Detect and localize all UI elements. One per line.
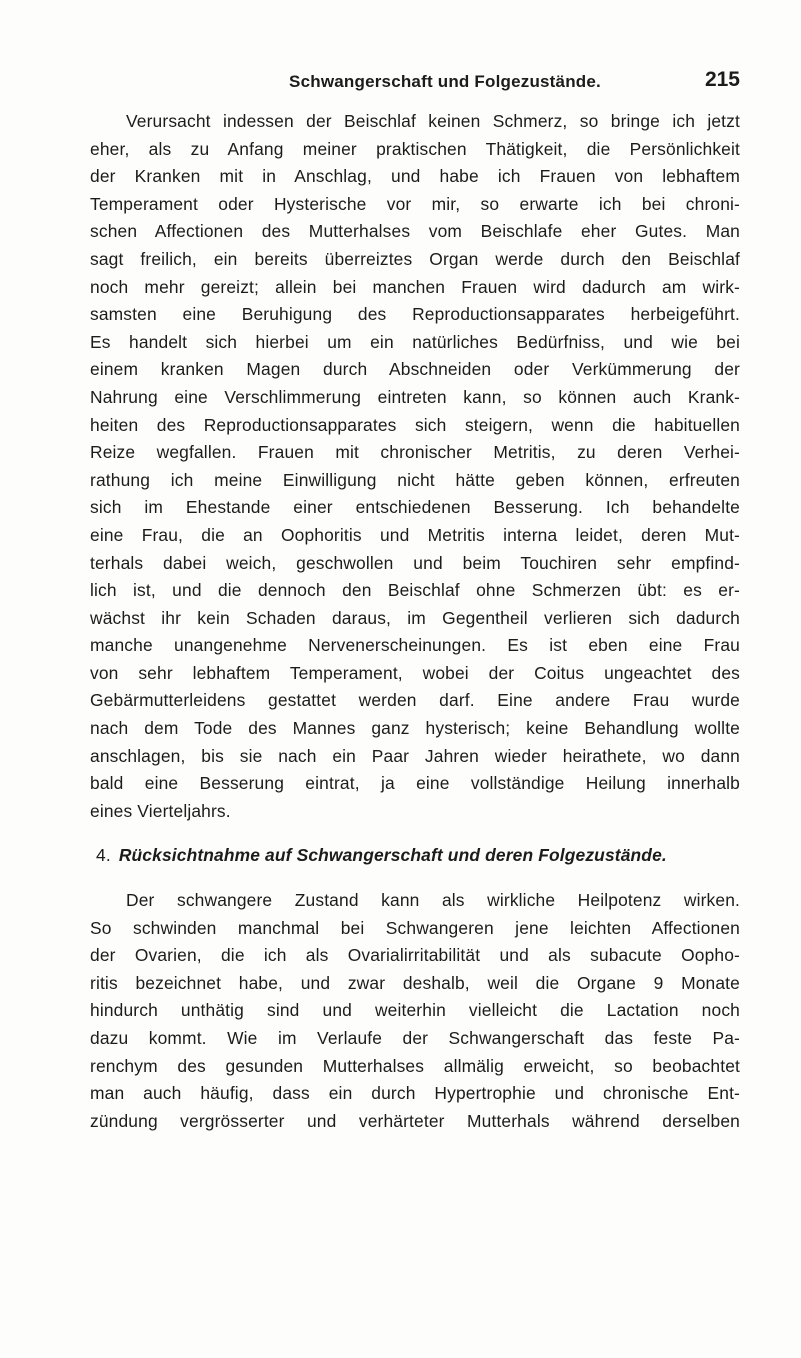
text-line: sich im Ehestande einer entschiedenen Besserung. Ich behandelte <box>90 497 740 518</box>
text-line: Nahrung eine Verschlimmerung eintreten kann, so können auch Krank- <box>90 386 740 407</box>
text-line: terhals dabei weich, geschwollen und beim Touchiren sehr empfind- <box>90 552 740 573</box>
section-heading <box>90 842 740 870</box>
text-line: Gebärmutterleidens gestattet werden darf. Eine andere Frau wurde <box>90 690 740 711</box>
text-line: man auch häufig, dass ein durch Hypertrophie und chronische Ent- <box>90 1083 740 1104</box>
text-line: Verursacht indessen der Beischlaf keinen Schmerz, so bringe ich jetzt <box>126 111 740 131</box>
page-number: 215 <box>704 68 740 91</box>
text-line: rathung ich meine Einwilligung nicht hätte geben können, erfreuten <box>90 469 740 490</box>
body-text <box>90 108 740 1135</box>
text-line: samsten eine Beruhigung des Reproductionsapparates herbeigeführt. <box>90 304 740 325</box>
text-line: Der schwangere Zustand kann als wirkliche Heilpotenz wirken. <box>126 890 740 911</box>
text-line: lich ist, und die dennoch den Beischlaf ohne Schmerzen übt: es er- <box>90 580 740 601</box>
text-line: zündung vergrösserter und verhärteter Mutterhals während derselben <box>90 1110 740 1131</box>
text-line: So schwinden manchmal bei Schwangeren jene leichten Affectionen <box>90 917 740 938</box>
section-number: 4. <box>96 845 111 866</box>
text-line: wächst ihr kein Schaden daraus, im Gegentheil verlieren sich dadurch <box>90 607 740 628</box>
text-line: der Kranken mit in Anschlag, und habe ich Frauen von lebhaftem <box>90 166 740 187</box>
text-line: dazu kommt. Wie im Verlaufe der Schwangerschaft das feste Pa- <box>90 1028 740 1048</box>
text-line: von sehr lebhaftem Temperament, wobei der Coitus ungeachtet des <box>90 662 740 683</box>
text-line: eher, als zu Anfang meiner praktischen Thätigkeit, die Persönlichkeit <box>90 138 740 159</box>
text-line: Reize wegfallen. Frauen mit chronischer Metritis, zu deren Verhei- <box>90 442 740 463</box>
text-line: nach dem Tode des Mannes ganz hysterisch; keine Behandlung wollte <box>90 718 740 739</box>
text-line: renchym des gesunden Mutterhalses allmälig erweicht, so beobachtet <box>90 1055 740 1076</box>
running-head: Schwangerschaft und Folgezustände. <box>289 72 601 91</box>
text-line: manche unangenehme Nervenerscheinungen. Es ist eben eine Frau <box>90 635 740 656</box>
text-line: hindurch unthätig sind und weiterhin vielleicht die Lactation noch <box>90 1000 740 1021</box>
text-line: heiten des Reproductionsapparates sich steigern, wenn die habituellen <box>90 414 740 435</box>
text-line: noch mehr gereizt; allein bei manchen Frauen wird dadurch am wirk- <box>90 276 740 297</box>
text-line: anschlagen, bis sie nach ein Paar Jahren wieder heirathete, wo dann <box>90 745 740 766</box>
page-header <box>90 68 740 104</box>
text-line: schen Affectionen des Mutterhalses vom Beischlafe eher Gutes. Man <box>90 221 740 242</box>
text-line: Es handelt sich hierbei um ein natürliches Bedürfniss, und wie bei <box>90 331 740 352</box>
paragraph-2 <box>90 887 740 1135</box>
section-title: Rücksichtnahme auf Schwangerschaft und deren Folgezustände. <box>118 845 667 866</box>
text-line: Temperament oder Hysterische vor mir, so erwarte ich bei chroni- <box>90 193 740 214</box>
text-line: der Ovarien, die ich als Ovarialirritabilität und als subacute Oopho- <box>90 945 740 966</box>
text-line: eines Vierteljahrs. <box>90 800 231 821</box>
text-line: ritis bezeichnet habe, und zwar deshalb, weil die Organe 9 Monate <box>90 972 740 993</box>
text-line: sagt freilich, ein bereits überreiztes Organ werde durch den Beischlaf <box>90 248 740 269</box>
text-line: bald eine Besserung eintrat, ja eine vollständige Heilung innerhalb <box>90 773 740 794</box>
paragraph-1 <box>90 108 740 825</box>
text-line: einem kranken Magen durch Abschneiden oder Verkümmerung der <box>90 359 740 380</box>
text-line: eine Frau, die an Oophoritis und Metritis interna leidet, deren Mut- <box>90 524 740 545</box>
